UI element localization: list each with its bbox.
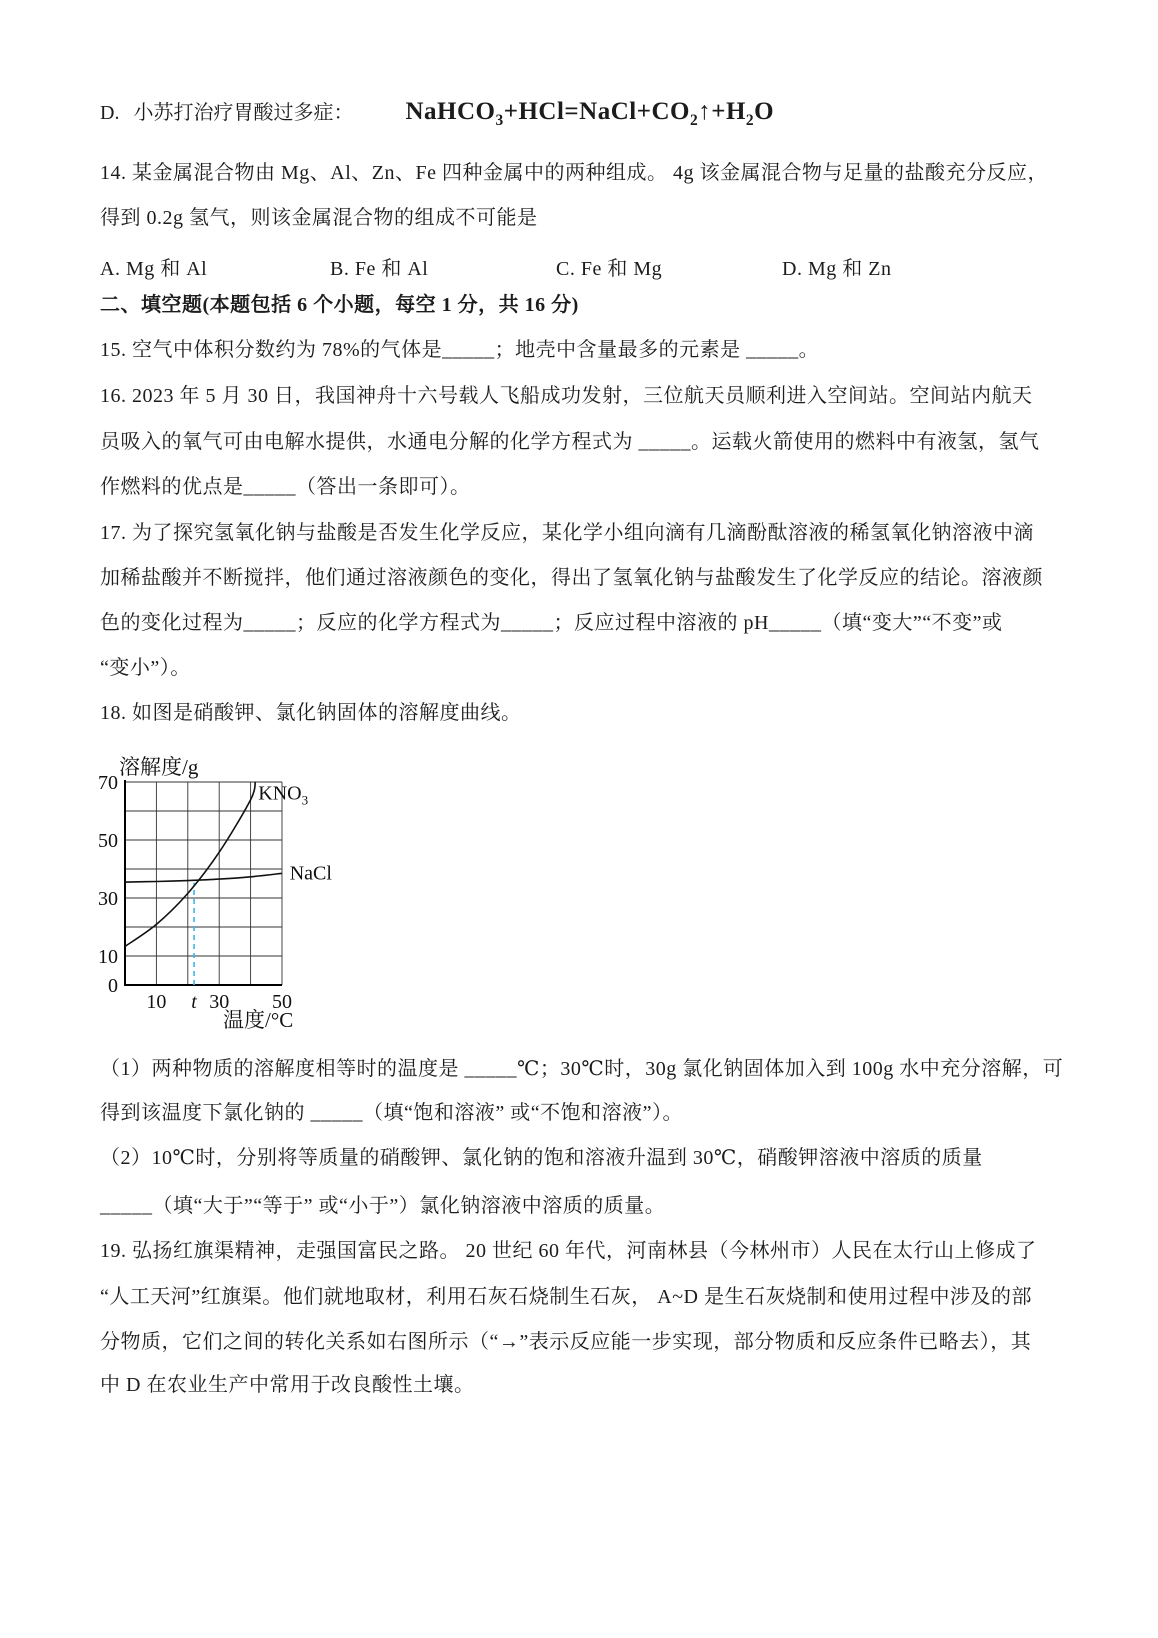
q14-option-d: D. Mg 和 Zn xyxy=(782,258,892,280)
question-16-line-1: 16. 2023 年 5 月 30 日，我国神舟十六号载人飞船成功发射，三位航天员顺利进入空间站。空间站内航天 xyxy=(100,385,1033,407)
y-tick-label: 70 xyxy=(98,772,118,794)
x-tick-label: 30 xyxy=(209,991,230,1013)
question-16-line-2: 员吸入的氧气可由电解水提供，水通电分解的化学方程式为 _____。运载火箭使用的燃料中有液氢，氢气 xyxy=(100,431,1040,453)
question-18-sub2-line-2: _____（填“大于”“等于” 或“小于”）氯化钠溶液中溶质的质量。 xyxy=(100,1195,666,1217)
equation-subscript: 2 xyxy=(745,112,755,129)
equation-subscript: 3 xyxy=(495,112,504,129)
x-tick-label: t xyxy=(191,991,197,1013)
question-19-line-3: 分物质，它们之间的转化关系如右图所示（“→”表示反应能一步实现，部分物质和反应条件已略去），其 xyxy=(100,1331,1032,1353)
equation-subscript: 2 xyxy=(689,112,699,129)
question-15: 15. 空气中体积分数约为 78%的气体是_____；地壳中含量最多的元素是 _____。 xyxy=(100,339,820,361)
q14-option-b: B. Fe 和 Al xyxy=(330,258,429,280)
q14-option-c: C. Fe 和 Mg xyxy=(556,258,663,280)
solubility-curve-figure xyxy=(95,720,425,1045)
question-17-line-4: “变小”）。 xyxy=(100,657,191,679)
y-tick-label: 50 xyxy=(98,830,118,852)
section-2-header: 二、填空题(本题包括 6 个小题，每空 1 分，共 16 分) xyxy=(100,294,579,316)
question-17-line-3: 色的变化过程为_____；反应的化学方程式为_____；反应过程中溶液的 pH_____（填“变大”“不变”或 xyxy=(100,612,1003,634)
solubility-chart-svg xyxy=(95,720,425,1045)
question-13-option-d xyxy=(100,96,774,130)
x-axis-title: 温度/°C xyxy=(223,1008,294,1032)
equation-text: O xyxy=(754,98,775,125)
equation-text: ↑+H xyxy=(698,98,746,125)
question-18-sub1-line-1: （1）两种物质的溶解度相等时的温度是 _____℃；30℃时，30g 氯化钠固体加入到 100g 水中充分溶解，可 xyxy=(100,1058,1064,1080)
question-18-sub1-line-2: 得到该温度下氯化钠的 _____（填“饱和溶液” 或“不饱和溶液”）。 xyxy=(100,1102,684,1124)
y-tick-label: 10 xyxy=(98,946,118,968)
y-tick-label: 0 xyxy=(108,975,118,997)
question-18-intro: 18. 如图是硝酸钾、氯化钠固体的溶解度曲线。 xyxy=(100,702,522,724)
equation-text: +HCl=NaCl+CO xyxy=(503,98,690,125)
q14-option-a: A. Mg 和 Al xyxy=(100,258,208,280)
kno3-label: $KNO_3$ xyxy=(258,782,309,808)
kno3-curve xyxy=(125,782,255,946)
x-tick-label: 50 xyxy=(272,991,292,1013)
question-19-line-4: 中 D 在农业生产中常用于改良酸性土壤。 xyxy=(100,1374,475,1396)
y-axis-title: 溶解度/g xyxy=(119,755,199,779)
x-tick-label: 10 xyxy=(146,991,167,1013)
nacl-label: NaCl xyxy=(289,862,332,885)
question-17-line-2: 加稀盐酸并不断搅拌，他们通过溶液颜色的变化，得出了氢氧化钠与盐酸发生了化学反应的结论。溶液颜 xyxy=(100,567,1043,589)
y-tick-label: 30 xyxy=(98,888,118,910)
question-19-line-2: “人工天河”红旗渠。他们就地取材，利用石灰石烧制生石灰， A~D 是生石灰烧制和使用过程中涉及的部 xyxy=(100,1286,1032,1308)
option-d-label: D. xyxy=(100,102,120,124)
question-16-line-3: 作燃料的优点是_____（答出一条即可）。 xyxy=(100,476,471,498)
question-17-line-1: 17. 为了探究氢氧化钠与盐酸是否发生化学反应，某化学小组向滴有几滴酚酞溶液的稀氢氧化钠溶液中滴 xyxy=(100,522,1034,544)
chemical-equation xyxy=(405,98,774,130)
question-18-sub2-line-1: （2）10℃时，分别将等质量的硝酸钾、氯化钠的饱和溶液升温到 30℃，硝酸钾溶液中溶质的质量 xyxy=(100,1147,983,1169)
option-d-text: 小苏打治疗胃酸过多症： xyxy=(133,102,354,124)
question-14-line-2: 得到 0.2g 氢气，则该金属混合物的组成不可能是 xyxy=(100,207,538,229)
question-19-line-1: 19. 弘扬红旗渠精神，走强国富民之路。 20 世纪 60 年代，河南林县（今林州市）人民在太行山上修成了 xyxy=(100,1240,1037,1262)
equation-text: NaHCO xyxy=(405,98,496,125)
question-14-line-1: 14. 某金属混合物由 Mg、Al、Zn、Fe 四种金属中的两种组成。 4g 该金属混合物与足量的盐酸充分反应， xyxy=(100,162,1048,184)
